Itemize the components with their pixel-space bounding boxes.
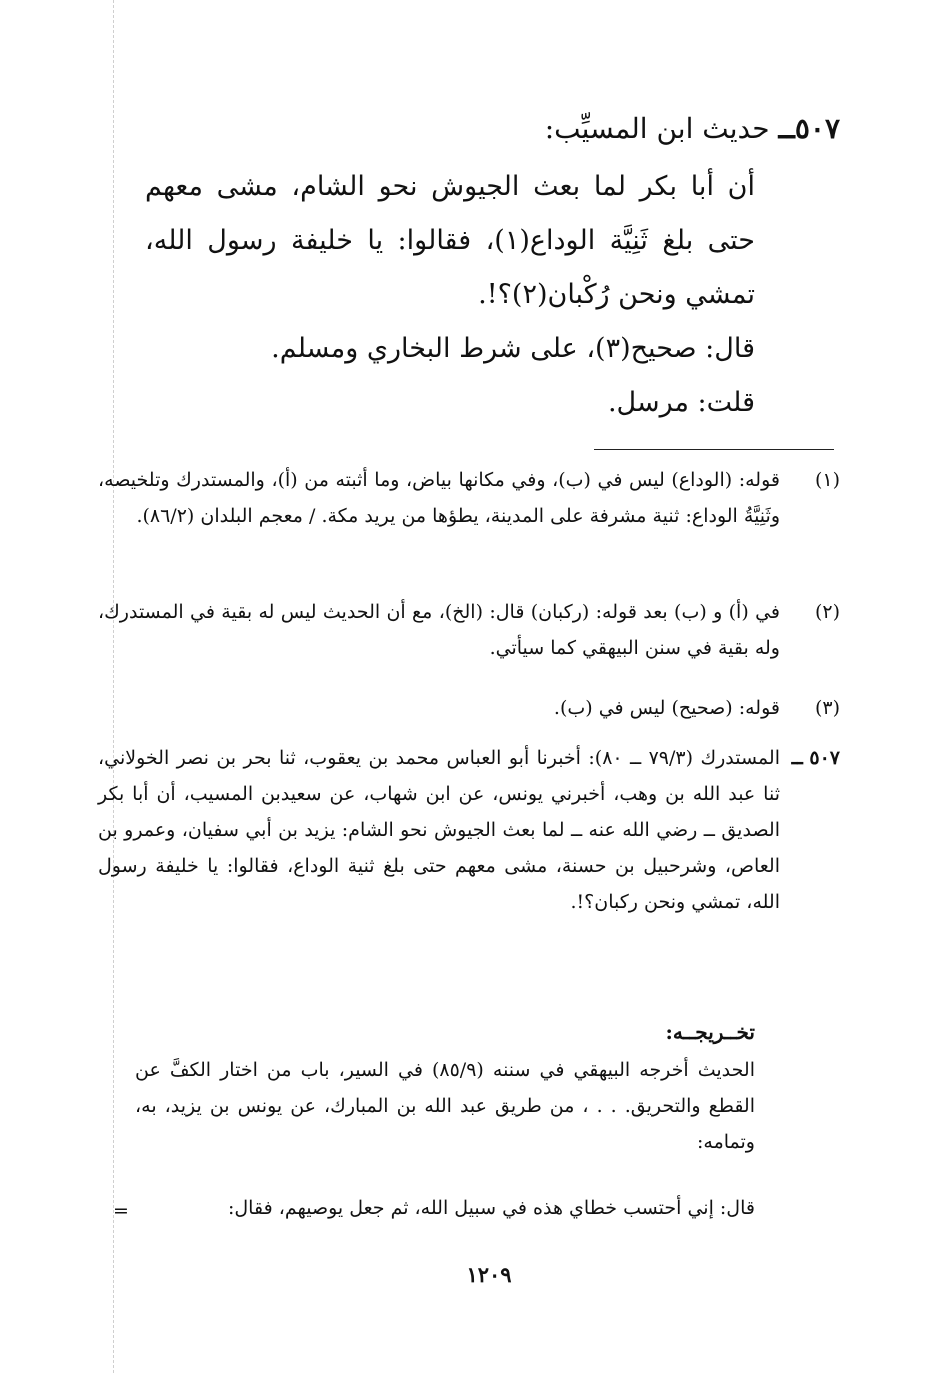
footnote-1 [98, 462, 840, 534]
binding-edge-line [113, 0, 114, 1373]
hadith-number: ٥٠٧ــ [778, 112, 840, 145]
takhrij-heading: تخــريجــه: [665, 1020, 755, 1044]
hadith-heading [120, 104, 840, 154]
hadith-ruling: قال: صحيح(٣)، على شرط البخاري ومسلم. [271, 333, 755, 364]
footnote-number: (٢) [814, 601, 840, 623]
footnote-separator [594, 449, 834, 450]
footnote-number: (١) [814, 469, 840, 491]
hadith-title: حديث ابن المسيِّب: [544, 112, 770, 145]
footnote-number: (٣) [814, 697, 840, 719]
page-number: ١٢٠٩ [466, 1262, 512, 1287]
hadith-note: قلت: مرسل. [607, 387, 755, 418]
isnad-number: ٥٠٧ ــ [791, 747, 840, 769]
takhrij-quote: قال: إني أحتسب خطاي هذه في سبيل الله، ثم جعل يوصيهم، فقال: [227, 1197, 755, 1219]
footnote-3 [98, 690, 840, 726]
takhrij-text: الحديث أخرجه البيهقي في سننه (٨٥/٩) في السير، باب من اختار الكفَّ عن القطع والتحريق. . . ، من طريق عبد الله بن المبارك، عن يونس بن يزيد، به، وتمامه: [135, 1059, 755, 1153]
footnote-text: قوله: (الوداع) ليس في (ب)، وفي مكانها بياض، وما أثبته من (أ)، والمستدرك وتلخيصه، وثَنِيَّةُ الوداع: ثنية مشرفة على المدينة، يطؤها من يريد مكة. / معجم البلدان (٨٦/٢). [98, 469, 780, 527]
isnad-entry [98, 740, 840, 920]
continuation-mark: = [113, 1200, 129, 1222]
isnad-text: المستدرك (٧٩/٣ ــ ٨٠): أخبرنا أبو العباس محمد بن يعقوب، ثنا بحر بن نصر الخولاني، ثنا عبد الله بن وهب، أخبرني يونس، عن ابن شهاب، عن سعيدبن المسيب، أن أبا بكر الصديق ــ رضي الله عنه ــ لما بعث الجيوش نحو الشام: يزيد بن أبي سفيان، وعمرو بن العاص، وشرحبيل بن حسنة، مشى معهم حتى بلغ ثنية الوداع، فقالوا: يا خليفة رسول الله، تمشي ونحن ركبان؟!. [98, 747, 780, 913]
footnote-text: قوله: (صحيح) ليس في (ب). [553, 697, 780, 719]
footnote-2 [98, 594, 840, 666]
hadith-text: أن أبا بكر لما بعث الجيوش نحو الشام، مشى معهم حتى بلغ ثَنِيَّة الوداع(١)، فقالوا: يا خليفة رسول الله، تمشي ونحن رُكْبان(٢)؟!. [145, 171, 756, 310]
footnote-text: في (أ) و (ب) بعد قوله: (ركبان) قال: (الخ)، مع أن الحديث ليس له بقية في المستدرك، وله بقية في سنن البيهقي كما سيأتي. [98, 601, 780, 659]
